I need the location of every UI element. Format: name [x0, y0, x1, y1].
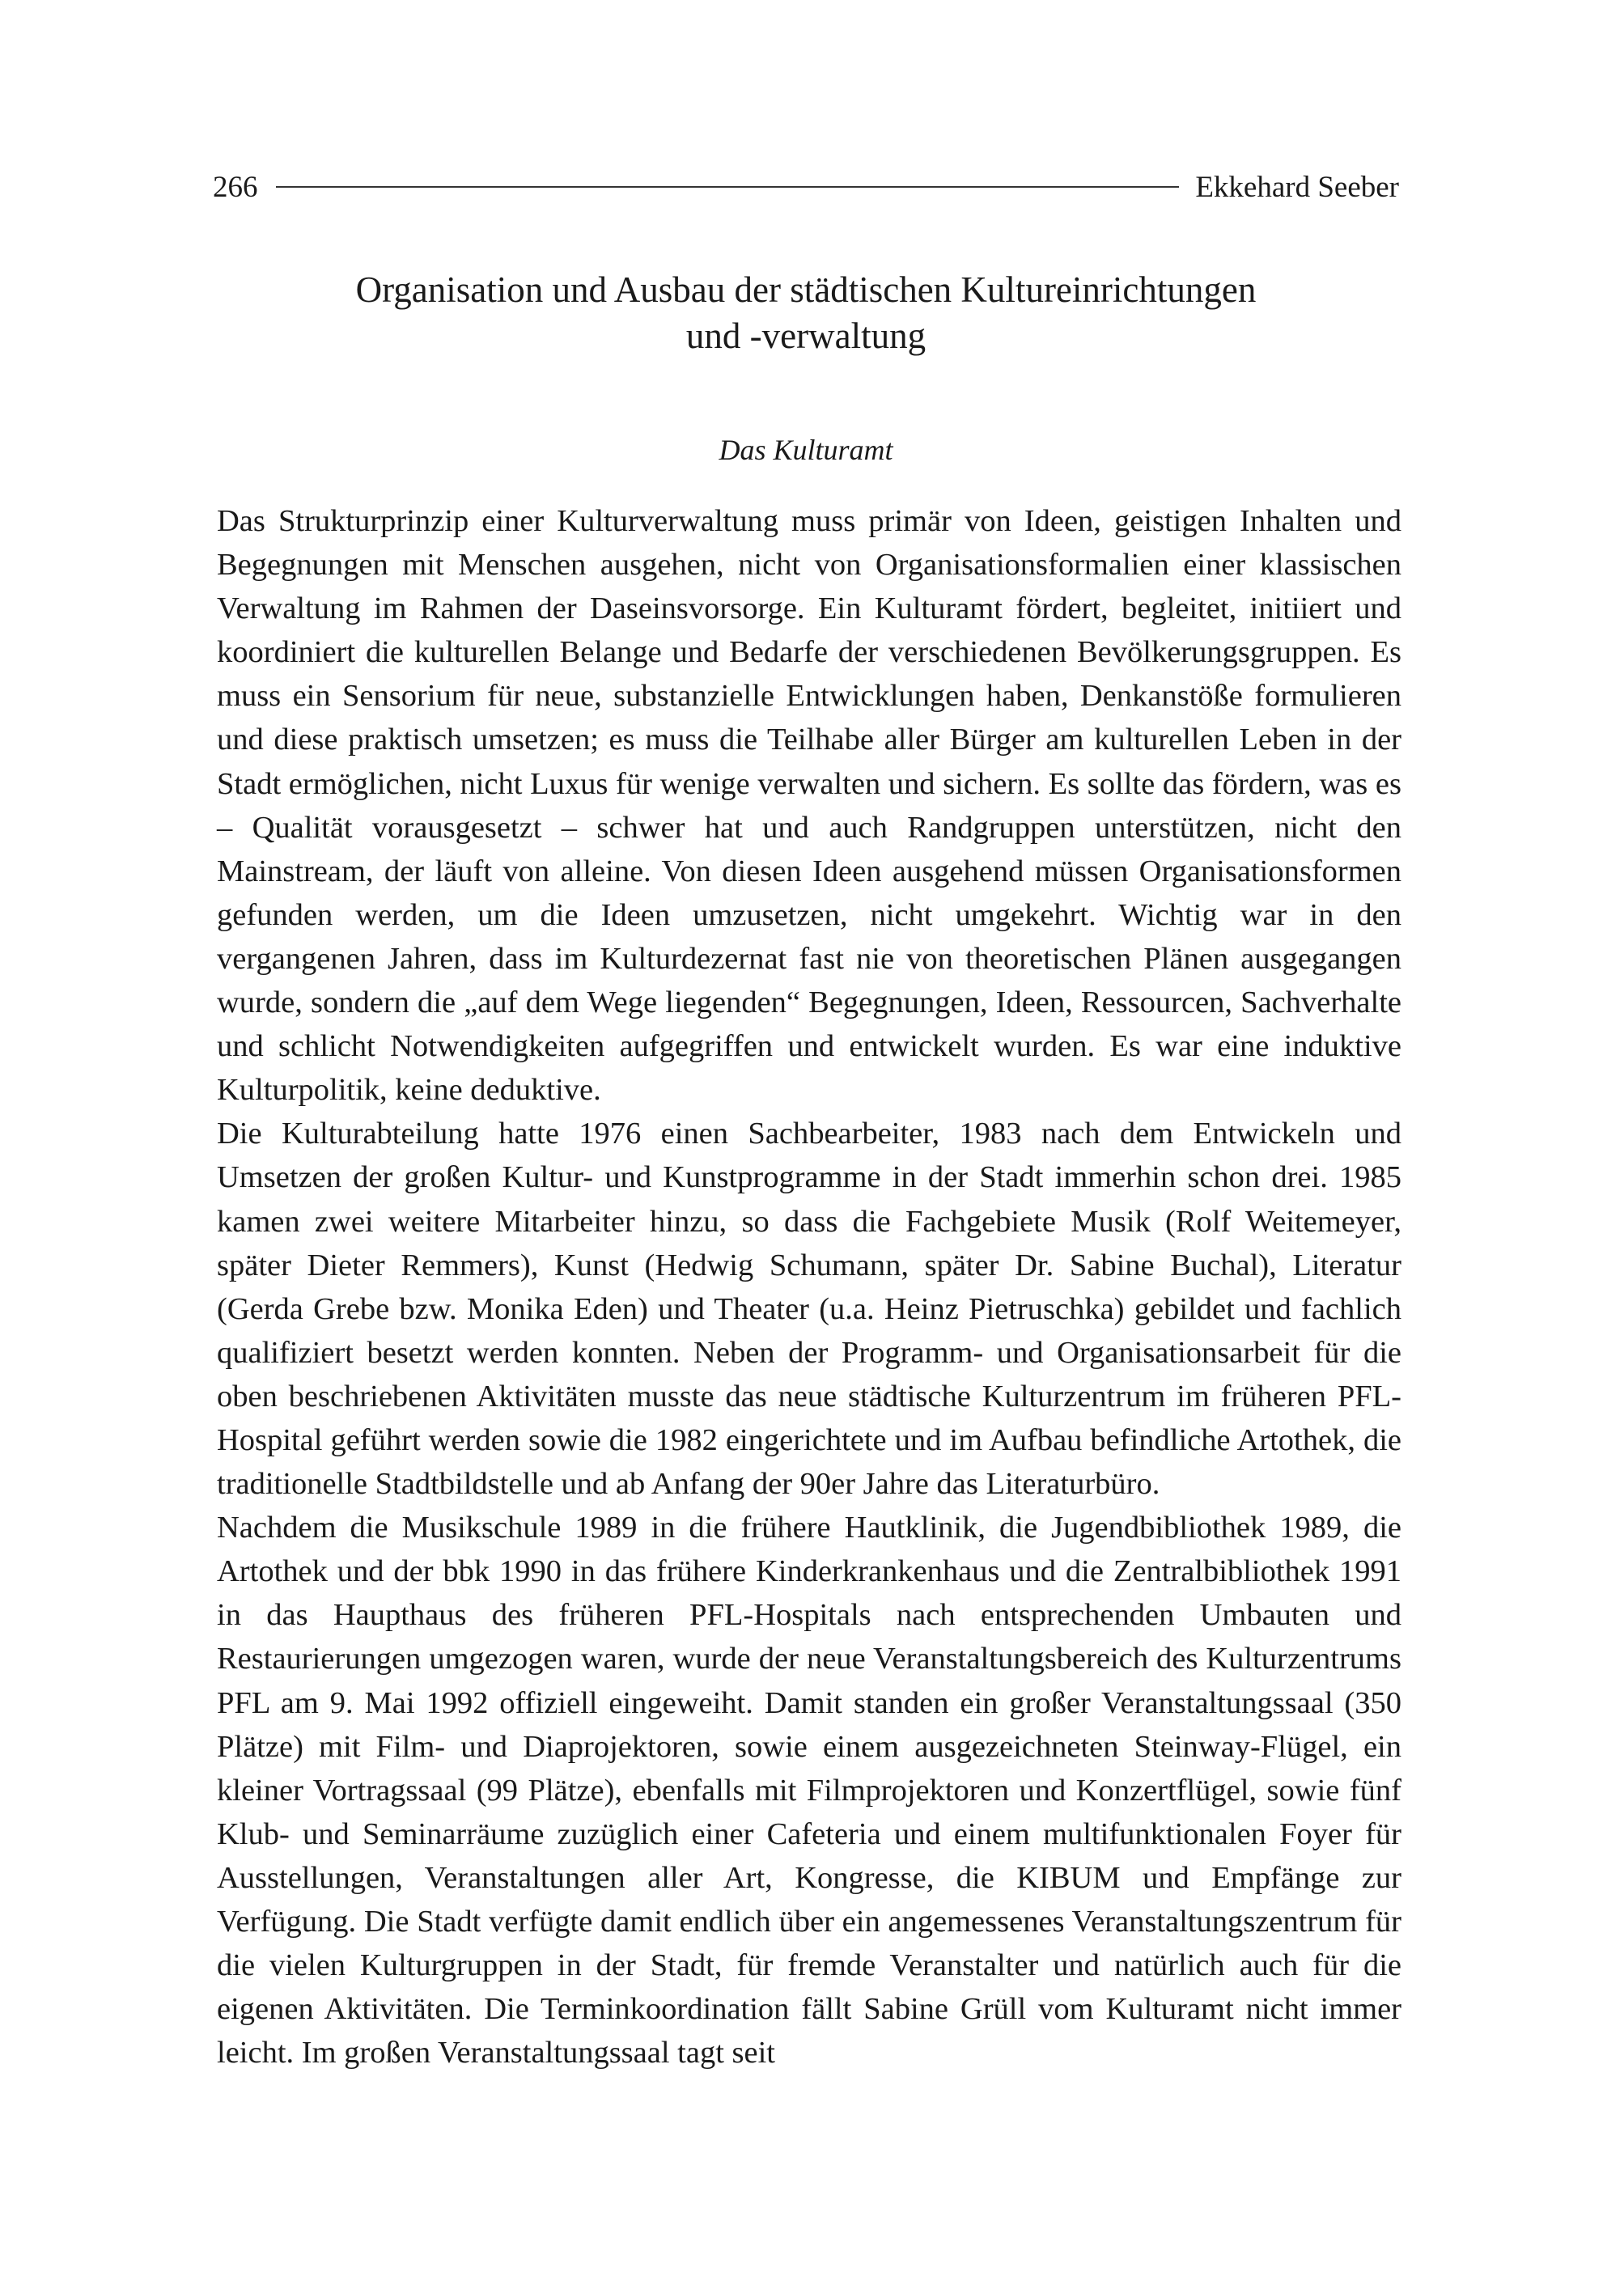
chapter-title	[213, 267, 1399, 359]
header-rule	[276, 186, 1180, 188]
paragraph: Das Strukturprinzip einer Kulturverwaltung muss primär von Ideen, geistigen Inhalten und Begegnungen mit Menschen ausgehen, nicht von Organisationsformalien einer klassischen Verwaltung im Rahmen der Daseinsvorsorge. Ein Kulturamt fördert, begleitet, initiiert und koordiniert die kulturellen Belange und Bedarfe der verschiedenen Bevölkerungsgruppen. Es muss ein Sensorium für neue, substanzielle Entwicklungen haben, Denkanstöße formulieren und diese praktisch umsetzen; es muss die Teilhabe aller Bürger am kulturellen Leben in der Stadt ermöglichen, nicht Luxus für wenige verwalten und sichern. Es sollte das fördern, was es – Qualität vorausgesetzt – schwer hat und auch Randgruppen unterstützen, nicht den Mainstream, der läuft von alleine. Von diesen Ideen ausgehend müssen Organisationsformen gefunden werden, um die Ideen umzusetzen, nicht umgekehrt. Wichtig war in den vergangenen Jahren, dass im Kulturdezernat fast nie von theoretischen Plänen ausgegangen wurde, sondern die „auf dem Wege liegenden“ Begegnungen, Ideen, Ressourcen, Sachverhalte und schlicht Notwendigkeiten aufgegriffen und entwickelt wurden. Es war eine induktive Kulturpolitik, keine deduktive.	[217, 504, 1401, 1108]
paragraph: Die Kulturabteilung hatte 1976 einen Sachbearbeiter, 1983 nach dem Entwickeln und Umsetzen der großen Kultur- und Kunstprogramme in der Stadt immerhin schon drei. 1985 kamen zwei weitere Mitarbeiter hinzu, so dass die Fachgebiete Musik (Rolf Weitemeyer, später Dieter Remmers), Kunst (Hedwig Schumann, später Dr. Sabine Buchal), Literatur (Gerda Grebe bzw. Monika Eden) und Theater (u.a. Heinz Pietruschka) gebildet und fachlich qualifiziert besetzt werden konnten. Neben der Programm- und Organisationsarbeit für die oben beschriebenen Aktivitäten musste das neue städtische Kulturzentrum im früheren PFL-Hospital geführt werden sowie die 1982 eingerichtete und im Aufbau befindliche Artothek, die traditionelle Stadtbildstelle und ab Anfang der 90er Jahre das Literaturbüro.	[217, 1117, 1401, 1502]
chapter-title-line-1: Organisation und Ausbau der städtischen Kultureinrichtungen	[355, 269, 1257, 310]
running-head	[213, 167, 1399, 207]
page-number: 266	[213, 170, 258, 204]
paragraph: Nachdem die Musikschule 1989 in die frühere Hautklinik, die Jugendbibliothek 1989, die Artothek und der bbk 1990 in das frühere Kinderkrankenhaus und die Zentralbibliothek 1991 in das Haupthaus des früheren PFL-Hospitals nach entsprechenden Umbauten und Restaurierungen umgezogen waren, wurde der neue Veranstaltungsbereich des Kulturzentrums PFL am 9. Mai 1992 offiziell eingeweiht. Damit standen ein großer Veranstaltungssaal (350 Plätze) mit Film- und Diaprojektoren, sowie einem ausgezeichneten Steinway-Flügel, ein kleiner Vortragssaal (99 Plätze), ebenfalls mit Filmprojektoren und Konzertflügel, sowie fünf Klub- und Seminarräume zuzüglich einer Cafeteria und einem multifunktionalen Foyer für Ausstellungen, Veranstaltungen aller Art, Kongresse, die KIBUM und Empfänge zur Verfügung. Die Stadt verfügte damit endlich über ein angemessenes Veranstaltungszentrum für die vielen Kulturgruppen in der Stadt, für fremde Veranstalter und natürlich auch für die eigenen Aktivitäten. Die Terminkoordination fällt Sabine Grüll vom Kulturamt nicht immer leicht. Im großen Veranstaltungssaal tagt seit	[217, 1511, 1401, 2070]
chapter-title-line-2: und -verwaltung	[685, 316, 926, 356]
section-heading: Das Kulturamt	[719, 434, 893, 466]
running-head-author: Ekkehard Seeber	[1195, 170, 1399, 204]
body-text	[217, 499, 1401, 2075]
